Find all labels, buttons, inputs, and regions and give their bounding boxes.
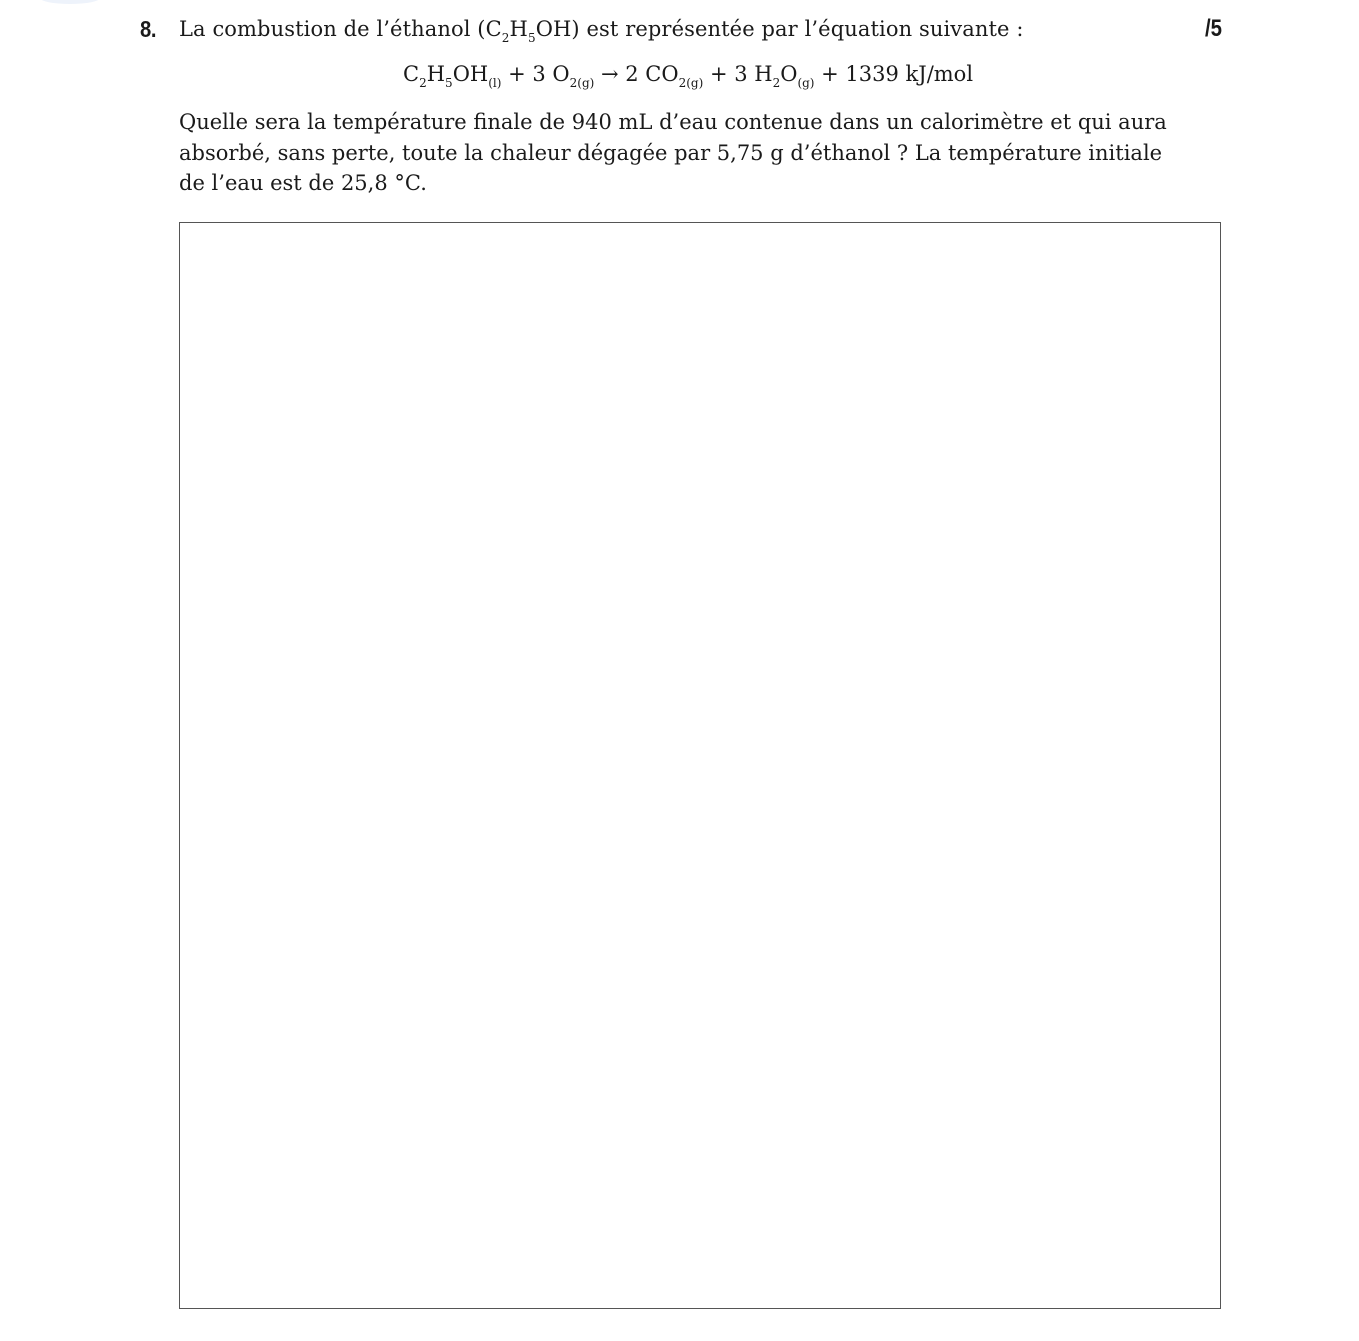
question-line: Quelle sera la température finale de 940 mL d’eau contenue dans un calorimètre et qui aura [179, 110, 1167, 134]
intro-text: H [509, 17, 528, 41]
eq-text: OH [452, 62, 489, 86]
eq-subscript: 2 [772, 76, 781, 90]
subscript: 2 [501, 31, 510, 45]
eq-text: O [780, 62, 798, 86]
answer-box[interactable] [179, 222, 1221, 1309]
scan-artifact [40, 0, 100, 4]
eq-text: + 3 H [703, 62, 773, 86]
question-line: de l’eau est de 25,8 °C. [179, 171, 427, 195]
eq-text: + 3 O [501, 62, 570, 86]
eq-subscript: 2 [419, 76, 427, 90]
question-body [179, 107, 1209, 199]
question-intro [179, 17, 1024, 45]
eq-text: H [426, 62, 446, 86]
eq-state: 2(g) [569, 76, 595, 90]
eq-state: (g) [797, 76, 815, 90]
chemical-equation [403, 62, 974, 90]
eq-text: C [403, 62, 420, 86]
eq-state: 2(g) [678, 76, 704, 90]
points-label: /5 [1204, 15, 1222, 42]
question-number: 8. [140, 16, 157, 42]
intro-text-end: OH) est représentée par l’équation suivante : [535, 17, 1024, 41]
subscript: 5 [527, 31, 536, 45]
eq-state: (l) [488, 76, 502, 90]
eq-energy: + 1339 kJ/mol [814, 62, 974, 86]
eq-subscript: 5 [445, 76, 453, 90]
eq-arrow: → 2 CO [594, 62, 679, 86]
intro-text-start: La combustion de l’éthanol (C [179, 17, 502, 41]
question-line: absorbé, sans perte, toute la chaleur dégagée par 5,75 g d’éthanol ? La température initiale [179, 140, 1163, 165]
